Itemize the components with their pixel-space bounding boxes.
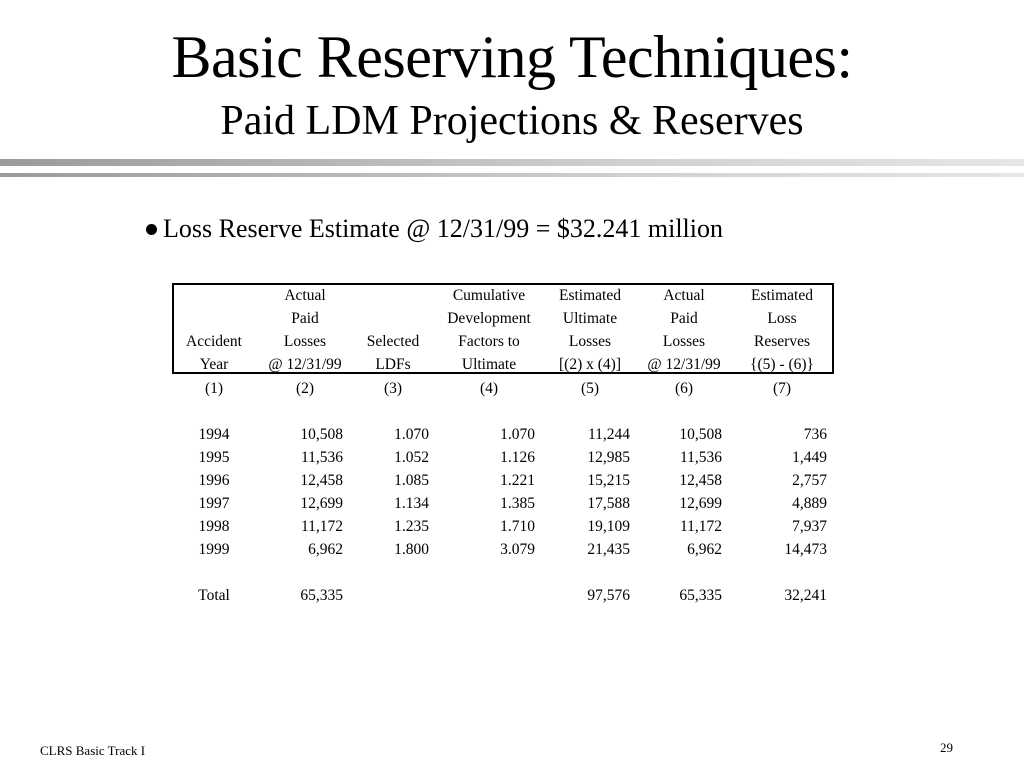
column-header: @ 12/31/99: [268, 356, 342, 373]
table-cell: 1998: [198, 518, 230, 535]
column-header: Ultimate: [562, 310, 618, 327]
table-cell: 12,458: [300, 472, 343, 489]
column-header: Paid: [670, 310, 698, 327]
table-cell: 1996: [198, 472, 230, 489]
table-cell: 1,449: [792, 449, 827, 466]
table-cell: 12,985: [587, 449, 630, 466]
column-number: (3): [383, 380, 403, 397]
table-cell: 2,757: [792, 472, 827, 489]
column-header: [(2) x (4)]: [559, 356, 621, 373]
column-number: (7): [772, 380, 792, 397]
column-number: (1): [204, 380, 224, 397]
column-header: Estimated: [751, 287, 813, 304]
table-cell: 1.134: [394, 495, 429, 512]
table-cell: 10,508: [300, 426, 343, 443]
table-cell: 1994: [198, 426, 230, 443]
table-cell: 4,889: [792, 495, 827, 512]
column-header: Losses: [568, 333, 612, 350]
table-cell: 1.052: [394, 449, 429, 466]
slide-title: Basic Reserving Techniques:: [171, 24, 853, 90]
table-cell: 19,109: [587, 518, 630, 535]
divider-bottom: [0, 173, 1024, 177]
page-number: 29: [940, 740, 953, 755]
table-cell: 736: [803, 426, 827, 443]
table-cell: 17,588: [587, 495, 630, 512]
table-cell: 14,473: [784, 541, 827, 558]
table-cell: 11,172: [300, 518, 343, 535]
divider-top: [0, 159, 1024, 166]
total-cell: 65,335: [300, 587, 343, 604]
table-cell: 3.079: [500, 541, 535, 558]
table-cell: 1.070: [500, 426, 535, 443]
table-cell: 11,244: [587, 426, 630, 443]
column-header: @ 12/31/99: [647, 356, 721, 373]
column-header: Ultimate: [461, 356, 517, 373]
table-cell: 10,508: [679, 426, 722, 443]
column-header: Actual: [663, 287, 705, 304]
column-header: Factors to: [458, 333, 520, 350]
table-cell: 1.800: [394, 541, 429, 558]
bullet-icon: [146, 224, 157, 235]
table-cell: 12,699: [679, 495, 722, 512]
table-cell: 6,962: [308, 541, 343, 558]
total-label: Total: [198, 587, 230, 604]
table-cell: 1.235: [394, 518, 429, 535]
table-cell: 1.221: [500, 472, 535, 489]
column-header: Actual: [284, 287, 326, 304]
column-header: Cumulative: [452, 287, 526, 304]
column-header: Losses: [662, 333, 706, 350]
table-cell: 1999: [198, 541, 230, 558]
total-cell: 32,241: [784, 587, 827, 604]
table-cell: 1.385: [500, 495, 535, 512]
column-number: (5): [580, 380, 600, 397]
column-header: Development: [447, 310, 531, 327]
footer-text: CLRS Basic Track I: [40, 743, 146, 758]
column-number: (2): [295, 380, 315, 397]
total-cell: 65,335: [679, 587, 722, 604]
column-header: {(5) - (6)}: [750, 356, 814, 373]
table-cell: 6,962: [687, 541, 722, 558]
table-cell: 1997: [198, 495, 230, 512]
column-header: Estimated: [559, 287, 621, 304]
column-header: Loss: [767, 310, 797, 327]
column-number: (6): [674, 380, 694, 397]
column-header: Selected: [366, 333, 420, 350]
table-cell: 7,937: [792, 518, 827, 535]
column-header: Losses: [283, 333, 327, 350]
column-header: Paid: [291, 310, 319, 327]
column-header: Accident: [186, 333, 242, 350]
bullet-text: Loss Reserve Estimate @ 12/31/99 = $32.241 million: [163, 214, 724, 243]
table-cell: 1.126: [500, 449, 535, 466]
column-header: LDFs: [375, 356, 411, 373]
table-cell: 12,458: [679, 472, 722, 489]
table-cell: 1.070: [394, 426, 429, 443]
slide-subtitle: Paid LDM Projections & Reserves: [220, 98, 804, 144]
total-cell: 97,576: [587, 587, 630, 604]
bullet-item: [146, 213, 723, 245]
table-cell: 12,699: [300, 495, 343, 512]
table-cell: 1995: [198, 449, 230, 466]
table-cell: 11,536: [300, 449, 343, 466]
column-number: (4): [479, 380, 499, 397]
table-cell: 1.085: [394, 472, 429, 489]
table-cell: 1.710: [500, 518, 535, 535]
table-cell: 11,172: [679, 518, 722, 535]
column-header: Reserves: [754, 333, 810, 350]
table-cell: 21,435: [587, 541, 630, 558]
column-header: Year: [199, 356, 229, 373]
table-cell: 11,536: [679, 449, 722, 466]
table-cell: 15,215: [587, 472, 630, 489]
